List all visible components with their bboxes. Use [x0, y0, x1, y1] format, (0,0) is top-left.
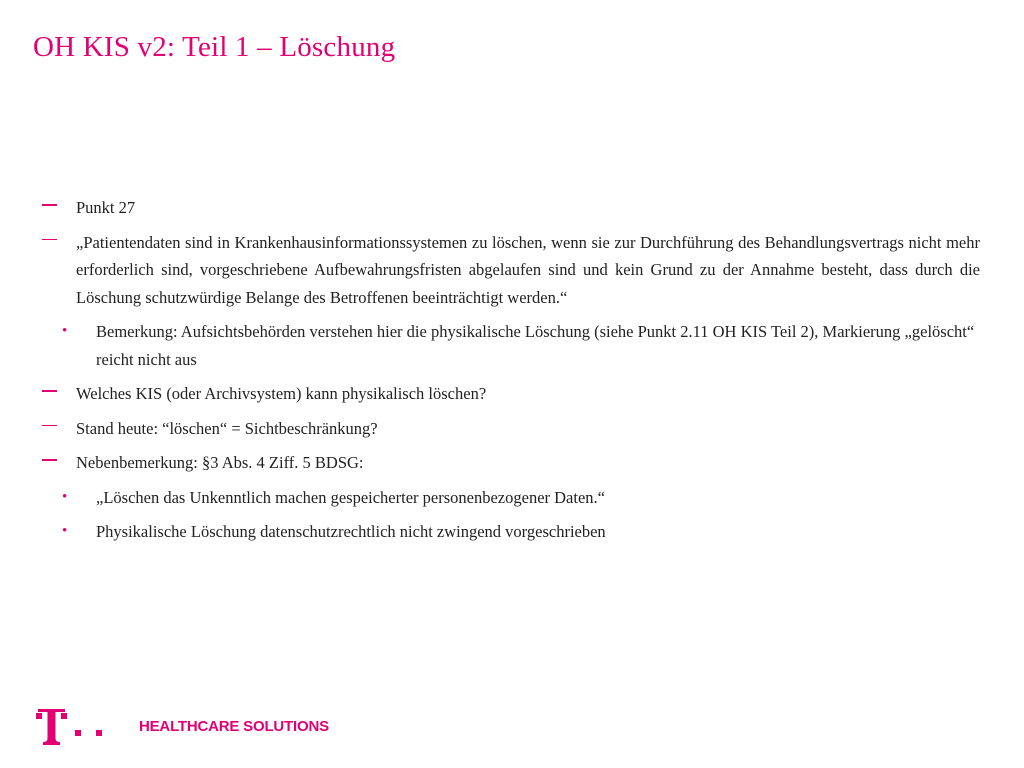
slide-title: OH KIS v2: Teil 1 – Löschung	[33, 31, 396, 63]
dot-bullet-icon: •	[62, 523, 68, 539]
telekom-t-logo-icon	[36, 709, 108, 745]
sub-list-item	[40, 518, 980, 546]
dot-bullet-icon: •	[62, 488, 68, 505]
slide-content	[40, 194, 980, 553]
dash-bullet-icon	[42, 425, 57, 427]
list-item-text: Bemerkung: Aufsichtsbehörden verstehen hier die physikalische Löschung (siehe Punkt 2.11 OH KIS Teil 2), Markierung „gelöscht“ reicht nicht aus	[96, 322, 975, 369]
dash-bullet-icon	[42, 459, 57, 461]
list-item	[40, 415, 980, 443]
dash-bullet-icon	[42, 390, 57, 392]
dash-bullet-icon	[42, 204, 57, 206]
list-item-text: „Löschen das Unkenntlich machen gespeicherter personenbezogener Daten.“	[96, 487, 605, 507]
dash-bullet-icon	[42, 239, 57, 241]
list-item	[40, 194, 980, 222]
sub-list-item	[40, 318, 980, 373]
list-item	[40, 229, 980, 312]
list-item-text: Punkt 27	[76, 198, 136, 217]
list-item-text: Welches KIS (oder Archivsystem) kann physikalisch löschen?	[76, 384, 487, 403]
sub-list-item	[40, 484, 980, 512]
list-item-text: „Patientendaten sind in Krankenhausinformationssystemen zu löschen, wenn sie zur Durchführung des Behandlungsvertrags nicht mehr erforderlich sind, vorgeschriebene Aufbewahrungsfristen abgelaufen sind und kein Grund zu der Annahme besteht, dass durch die Löschung schutzwürdige Belange des Betroffenen beeinträchtigt werden.“	[76, 232, 980, 307]
list-item	[40, 380, 980, 408]
list-item	[40, 449, 980, 477]
brand-label: HEALTHCARE SOLUTIONS	[139, 718, 329, 735]
list-item-text: Stand heute: “löschen“ = Sichtbeschränkung?	[76, 418, 378, 438]
dot-bullet-icon: •	[62, 323, 68, 339]
list-item-text: Nebenbemerkung: §3 Abs. 4 Ziff. 5 BDSG:	[76, 453, 364, 472]
list-item-text: Physikalische Löschung datenschutzrechtlich nicht zwingend vorgeschrieben	[96, 522, 606, 541]
